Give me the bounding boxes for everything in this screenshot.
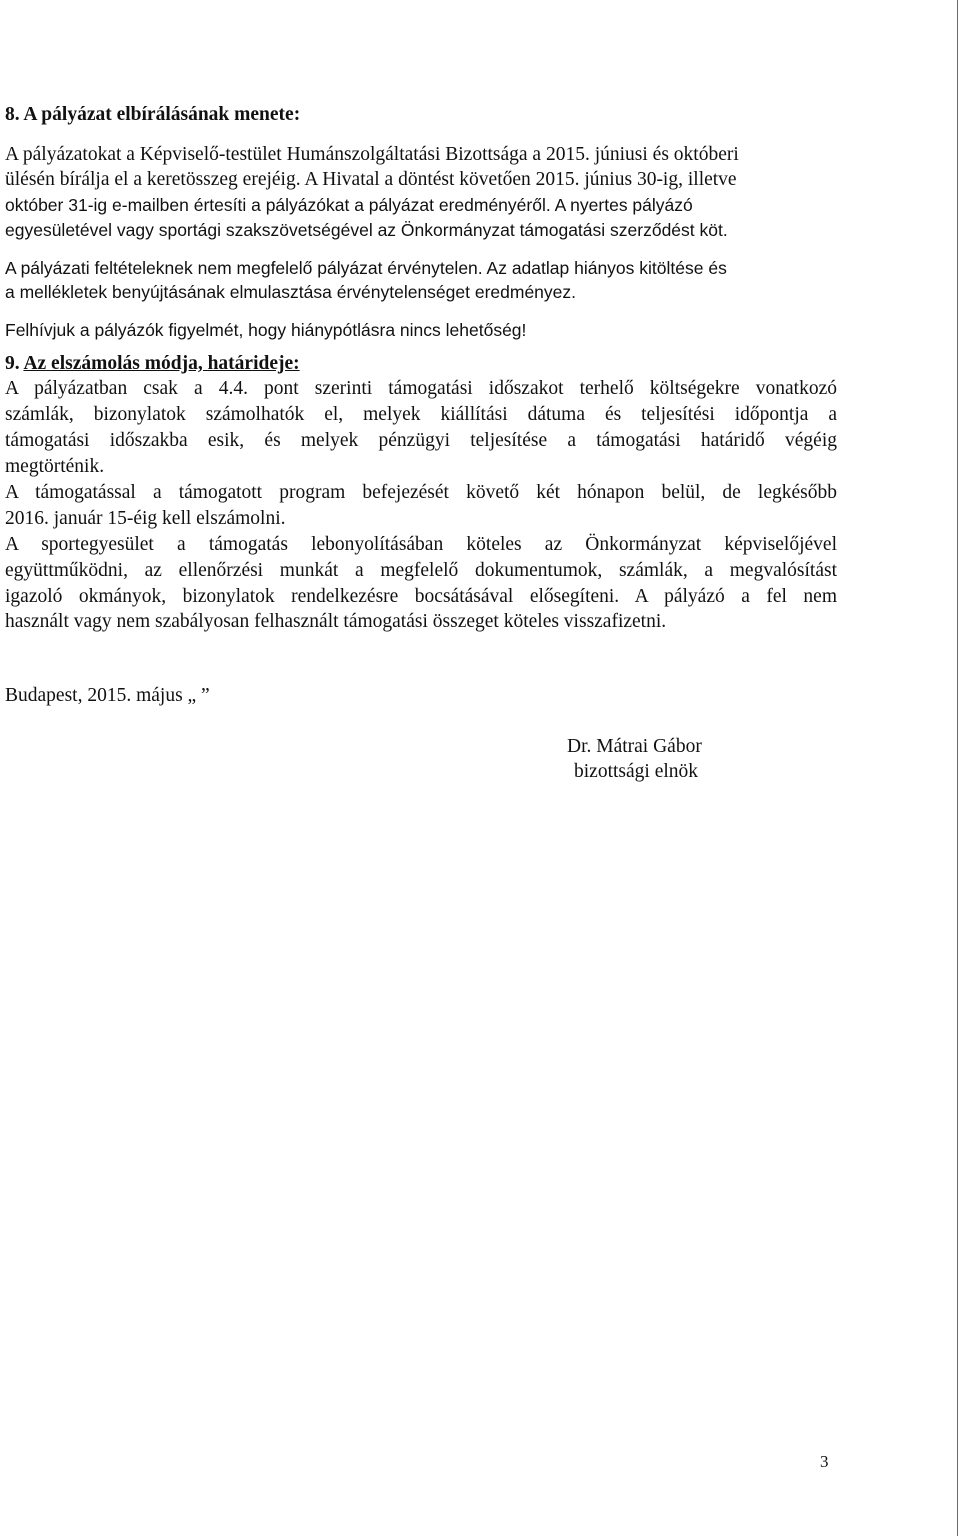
page-number: 3 — [820, 1452, 829, 1471]
section-9-para3-line-3: igazoló okmányok, bizonylatok rendelkezésre bocsátásával elősegíteni. A pályázó a fel nem — [5, 586, 837, 607]
signatory-name: Dr. Mátrai Gábor — [567, 736, 702, 757]
section-9-para2-line-1: A támogatással a támogatott program befejezését követő két hónapon belül, de legkésőbb — [5, 482, 837, 503]
section-9-para1-line-1: A pályázatban csak a 4.4. pont szerinti támogatási időszakot terhelő költségekre vonatkozó — [5, 378, 837, 399]
section-9-para2-line-2: 2016. január 15-éig kell elszámolni. — [5, 508, 286, 529]
signatory-title: bizottsági elnök — [574, 761, 699, 782]
place-date: Budapest, 2015. május „ ” — [5, 685, 210, 706]
section-9-para3-line-2: együttműködni, az ellenőrzési munkát a megfelelő dokumentumok, számlák, a megvalósítást — [5, 560, 837, 581]
section-9-para1-line-2: számlák, bizonylatok számolhatók el, melyek kiállítási dátuma és teljesítési időpontja a — [5, 404, 837, 425]
section-8-heading: 8. A pályázat elbírálásának menete: — [5, 104, 301, 125]
section-8-para2-line-1: A pályázati feltételeknek nem megfelelő pályázat érvénytelen. Az adatlap hiányos kitöltése és — [5, 258, 727, 278]
section-8-para1-line-3: október 31-ig e-mailben értesíti a pályázókat a pályázat eredményéről. A nyertes pályázó — [5, 195, 693, 215]
section-8-para1-line-4: egyesületével vagy sportági szakszövetségével az Önkormányzat támogatási szerződést köt. — [5, 220, 728, 240]
section-8-para2-line-2: a mellékletek benyújtásának elmulasztása érvénytelenséget eredményez. — [5, 282, 577, 302]
section-9-para1-line-4: megtörténik. — [5, 456, 105, 477]
section-9-heading-text: Az elszámolás módja, határideje: — [23, 353, 300, 374]
section-8-notice: Felhívjuk a pályázók figyelmét, hogy hiánypótlásra nincs lehetőség! — [5, 320, 527, 340]
section-9-para1-line-3: támogatási időszakba esik, és melyek pénzügyi teljesítése a támogatási határidő végéig — [5, 430, 837, 451]
section-9-heading-number: 9. — [5, 353, 24, 374]
section-8-para1-line-1: A pályázatokat a Képviselő-testület Humánszolgáltatási Bizottsága a 2015. júniusi és októberi — [5, 144, 739, 165]
section-9-heading — [5, 352, 300, 376]
page-edge-line — [957, 0, 958, 1536]
section-9-para3-line-4: használt vagy nem szabályosan felhasznált támogatási összeget köteles visszafizetni. — [5, 611, 667, 632]
section-9-para3-line-1: A sportegyesület a támogatás lebonyolításában köteles az Önkormányzat képviselőjével — [5, 534, 837, 555]
section-8-para1-line-2: ülésén bírálja el a keretösszeg erejéig. A Hivatal a döntést követően 2015. június 30-ig, illetve — [5, 169, 737, 190]
